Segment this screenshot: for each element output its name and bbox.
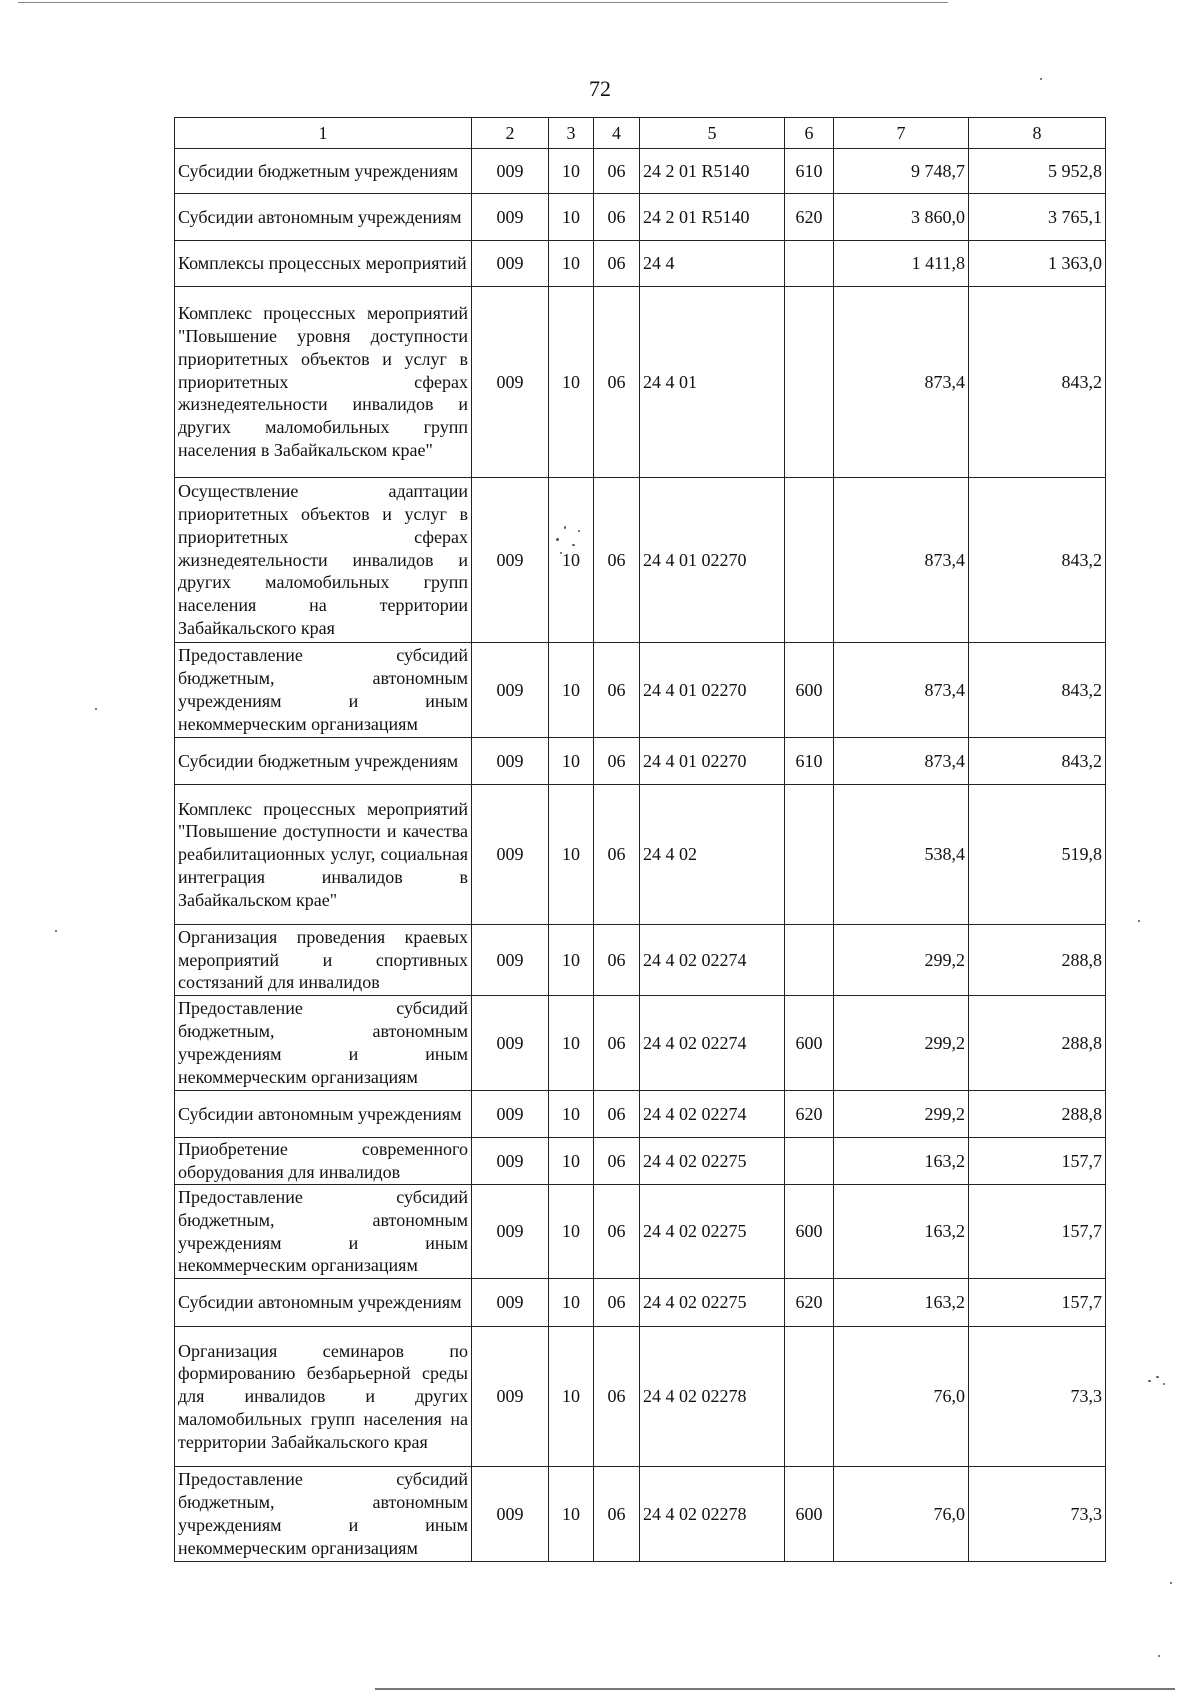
expense-type-code: [785, 241, 834, 287]
target-article-code: 24 4 02 02275: [640, 1138, 785, 1185]
subsection-code: 06: [594, 287, 640, 478]
scan-speck: [564, 526, 566, 529]
section-code: 10: [549, 194, 594, 241]
row-description: Предоставление субсидий бюджетным, автономным учреждениям и иным некоммерческим организациям: [175, 643, 472, 738]
amount-col8: 1 363,0: [969, 241, 1106, 287]
target-article-code: 24 4 02 02274: [640, 925, 785, 996]
scan-speck: [95, 708, 97, 710]
amount-col8: 5 952,8: [969, 149, 1106, 194]
expense-type-code: 600: [785, 643, 834, 738]
row-description: Субсидии автономным учреждениям: [175, 194, 472, 241]
scan-speck: [1158, 1655, 1160, 1657]
ministry-code: 009: [472, 1279, 549, 1327]
ministry-code: 009: [472, 785, 549, 925]
target-article-code: 24 2 01 R5140: [640, 149, 785, 194]
ministry-code: 009: [472, 241, 549, 287]
scan-speck: [1148, 1380, 1151, 1382]
expense-type-code: [785, 785, 834, 925]
table-row: [175, 194, 1106, 241]
table-row: [175, 996, 1106, 1091]
table-row: [175, 1185, 1106, 1279]
amount-col7: 299,2: [834, 1091, 969, 1138]
ministry-code: 009: [472, 1091, 549, 1138]
amount-col8: 3 765,1: [969, 194, 1106, 241]
subsection-code: 06: [594, 643, 640, 738]
expense-type-code: 610: [785, 738, 834, 785]
row-description: Субсидии автономным учреждениям: [175, 1279, 472, 1327]
scan-speck: [556, 538, 559, 541]
section-code: 10: [549, 1327, 594, 1467]
amount-col8: 843,2: [969, 287, 1106, 478]
subsection-code: 06: [594, 1279, 640, 1327]
section-code: 10: [549, 287, 594, 478]
expense-type-code: 600: [785, 1467, 834, 1562]
section-code: 10: [549, 1091, 594, 1138]
expense-type-code: 600: [785, 1185, 834, 1279]
table-row: [175, 287, 1106, 478]
row-description: Комплекс процессных мероприятий "Повышение уровня доступности приоритетных объектов и услуг в приоритетных сферах жизнедеятельности инвалидов и других маломобильных групп населения в Забайкальском крае": [175, 287, 472, 478]
target-article-code: 24 4 02 02278: [640, 1467, 785, 1562]
subsection-code: 06: [594, 1327, 640, 1467]
table-row: [175, 785, 1106, 925]
amount-col7: 873,4: [834, 478, 969, 643]
amount-col7: 3 860,0: [834, 194, 969, 241]
amount-col7: 299,2: [834, 996, 969, 1091]
section-code: 10: [549, 996, 594, 1091]
amount-col8: 288,8: [969, 996, 1106, 1091]
ministry-code: 009: [472, 149, 549, 194]
target-article-code: 24 4: [640, 241, 785, 287]
amount-col8: 288,8: [969, 925, 1106, 996]
expense-type-code: 620: [785, 1279, 834, 1327]
column-header: 7: [834, 118, 969, 149]
scan-speck: [560, 552, 562, 554]
column-header: 2: [472, 118, 549, 149]
table-row: [175, 925, 1106, 996]
ministry-code: 009: [472, 643, 549, 738]
subsection-code: 06: [594, 925, 640, 996]
amount-col8: 157,7: [969, 1138, 1106, 1185]
amount-col8: 519,8: [969, 785, 1106, 925]
section-code: 10: [549, 785, 594, 925]
amount-col8: 73,3: [969, 1327, 1106, 1467]
amount-col8: 157,7: [969, 1279, 1106, 1327]
ministry-code: 009: [472, 194, 549, 241]
expense-type-code: 620: [785, 194, 834, 241]
target-article-code: 24 4 02: [640, 785, 785, 925]
ministry-code: 009: [472, 996, 549, 1091]
row-description: Приобретение современного оборудования для инвалидов: [175, 1138, 472, 1185]
ministry-code: 009: [472, 925, 549, 996]
ministry-code: 009: [472, 287, 549, 478]
amount-col8: 843,2: [969, 738, 1106, 785]
row-description: Предоставление субсидий бюджетным, автономным учреждениям и иным некоммерческим организациям: [175, 996, 472, 1091]
amount-col7: 9 748,7: [834, 149, 969, 194]
expense-type-code: 600: [785, 996, 834, 1091]
amount-col7: 873,4: [834, 738, 969, 785]
amount-col7: 163,2: [834, 1138, 969, 1185]
ministry-code: 009: [472, 1185, 549, 1279]
ministry-code: 009: [472, 478, 549, 643]
amount-col8: 288,8: [969, 1091, 1106, 1138]
subsection-code: 06: [594, 785, 640, 925]
amount-col8: 73,3: [969, 1467, 1106, 1562]
row-description: Организация семинаров по формированию безбарьерной среды для инвалидов и других маломобильных групп населения на территории Забайкальского края: [175, 1327, 472, 1467]
section-code: 10: [549, 1279, 594, 1327]
expense-type-code: [785, 478, 834, 643]
table-row: [175, 149, 1106, 194]
table-row: [175, 738, 1106, 785]
page-number: 72: [589, 76, 611, 101]
table-row: [175, 1091, 1106, 1138]
row-description: Осуществление адаптации приоритетных объектов и услуг в приоритетных сферах жизнедеятельности инвалидов и других маломобильных групп населения на территории Забайкальского края: [175, 478, 472, 643]
table-row: [175, 478, 1106, 643]
scan-speck: [1138, 920, 1140, 922]
expense-type-code: 610: [785, 149, 834, 194]
row-description: Комплекс процессных мероприятий "Повышение доступности и качества реабилитационных услуг, социальная интеграция инвалидов в Забайкальском крае": [175, 785, 472, 925]
subsection-code: 06: [594, 738, 640, 785]
table-row: [175, 241, 1106, 287]
section-code: 10: [549, 1185, 594, 1279]
ministry-code: 009: [472, 738, 549, 785]
target-article-code: 24 4 02 02274: [640, 996, 785, 1091]
amount-col7: 873,4: [834, 287, 969, 478]
subsection-code: 06: [594, 1138, 640, 1185]
expense-type-code: 620: [785, 1091, 834, 1138]
amount-col7: 163,2: [834, 1279, 969, 1327]
ministry-code: 009: [472, 1138, 549, 1185]
scan-speck: [1040, 78, 1042, 80]
section-code: 10: [549, 1138, 594, 1185]
target-article-code: 24 4 02 02278: [640, 1327, 785, 1467]
expense-type-code: [785, 925, 834, 996]
section-code: 10: [549, 925, 594, 996]
scan-speck: [1163, 1383, 1165, 1385]
section-code: 10: [549, 1467, 594, 1562]
row-description: Субсидии бюджетным учреждениям: [175, 738, 472, 785]
target-article-code: 24 4 01 02270: [640, 478, 785, 643]
row-description: Предоставление субсидий бюджетным, автономным учреждениям и иным некоммерческим организациям: [175, 1467, 472, 1562]
amount-col7: 299,2: [834, 925, 969, 996]
subsection-code: 06: [594, 996, 640, 1091]
table-row: [175, 1467, 1106, 1562]
expense-type-code: [785, 1138, 834, 1185]
section-code: 10: [549, 149, 594, 194]
table-row: [175, 1279, 1106, 1327]
row-description: Субсидии автономным учреждениям: [175, 1091, 472, 1138]
ministry-code: 009: [472, 1467, 549, 1562]
amount-col7: 873,4: [834, 643, 969, 738]
header-row: [175, 118, 1106, 149]
scan-speck: [1170, 1582, 1172, 1584]
row-description: Предоставление субсидий бюджетным, автономным учреждениям и иным некоммерческим организациям: [175, 1185, 472, 1279]
column-header: 1: [175, 118, 472, 149]
amount-col7: 538,4: [834, 785, 969, 925]
column-header: 6: [785, 118, 834, 149]
table-row: [175, 1327, 1106, 1467]
subsection-code: 06: [594, 478, 640, 643]
scan-bottom-edge-line: [375, 1688, 1175, 1690]
scan-speck: [1156, 1376, 1159, 1378]
subsection-code: 06: [594, 149, 640, 194]
amount-col7: 76,0: [834, 1467, 969, 1562]
row-description: Комплексы процессных мероприятий: [175, 241, 472, 287]
table-body: [175, 149, 1106, 1562]
scan-top-edge-line: [18, 2, 948, 3]
column-header: 3: [549, 118, 594, 149]
subsection-code: 06: [594, 1467, 640, 1562]
amount-col8: 843,2: [969, 643, 1106, 738]
table-row: [175, 1138, 1106, 1185]
expense-type-code: [785, 1327, 834, 1467]
scan-speck: [55, 930, 57, 932]
target-article-code: 24 4 02 02275: [640, 1185, 785, 1279]
scan-speck: [578, 530, 580, 532]
column-header: 4: [594, 118, 640, 149]
amount-col7: 163,2: [834, 1185, 969, 1279]
target-article-code: 24 4 01 02270: [640, 643, 785, 738]
amount-col7: 1 411,8: [834, 241, 969, 287]
row-description: Субсидии бюджетным учреждениям: [175, 149, 472, 194]
target-article-code: 24 4 02 02275: [640, 1279, 785, 1327]
section-code: 10: [549, 478, 594, 643]
subsection-code: 06: [594, 1185, 640, 1279]
target-article-code: 24 4 02 02274: [640, 1091, 785, 1138]
section-code: 10: [549, 241, 594, 287]
section-code: 10: [549, 643, 594, 738]
target-article-code: 24 2 01 R5140: [640, 194, 785, 241]
amount-col8: 157,7: [969, 1185, 1106, 1279]
column-header: 8: [969, 118, 1106, 149]
target-article-code: 24 4 01 02270: [640, 738, 785, 785]
target-article-code: 24 4 01: [640, 287, 785, 478]
row-description: Организация проведения краевых мероприятий и спортивных состязаний для инвалидов: [175, 925, 472, 996]
table-row: [175, 643, 1106, 738]
subsection-code: 06: [594, 241, 640, 287]
subsection-code: 06: [594, 1091, 640, 1138]
budget-table: [174, 117, 1106, 1562]
section-code: 10: [549, 738, 594, 785]
amount-col8: 843,2: [969, 478, 1106, 643]
subsection-code: 06: [594, 194, 640, 241]
column-header: 5: [640, 118, 785, 149]
ministry-code: 009: [472, 1327, 549, 1467]
amount-col7: 76,0: [834, 1327, 969, 1467]
scan-speck: [572, 544, 575, 546]
table-header: [175, 118, 1106, 149]
expense-type-code: [785, 287, 834, 478]
